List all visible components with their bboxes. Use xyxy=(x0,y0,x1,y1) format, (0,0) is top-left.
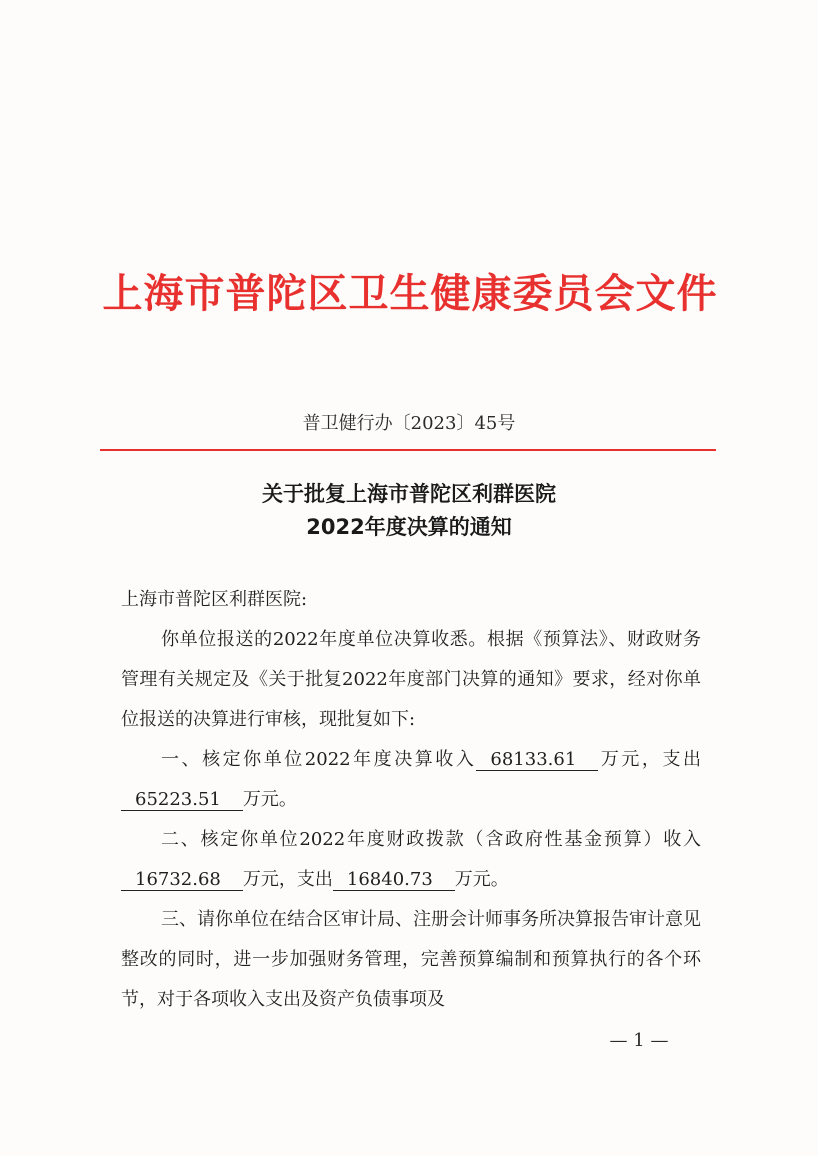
item-2-suffix: 万元。 xyxy=(454,869,509,890)
item-1-suffix: 万元。 xyxy=(242,789,297,810)
item-1-mid: 万元，支出 xyxy=(598,749,702,770)
masthead-title: 上海市普陀区卫生健康委员会文件 xyxy=(102,271,718,317)
item-1-income-value: 68133.61 xyxy=(476,749,598,771)
notice-body xyxy=(121,580,701,1020)
paragraph-item-3: 三、请你单位在结合区审计局、注册会计师事务所决算报告审计意见整改的同时，进一步加强财务管理，完善预算编制和预算执行的各个环节，对于各项收入支出及资产负债事项及 xyxy=(121,909,701,1010)
document-number: 普卫健行办〔2023〕45号 xyxy=(302,413,516,434)
item-1-prefix: 一、核定你单位2022年度决算收入 xyxy=(161,749,477,770)
notice-title-line-2: 2022年度决算的通知 xyxy=(306,515,512,539)
red-divider-line xyxy=(100,449,716,451)
item-2-mid: 万元，支出 xyxy=(242,869,333,890)
paragraph-item-1 xyxy=(121,740,701,820)
item-2-prefix: 二、核定你单位2022年度财政拨款（含政府性基金预算）收入 xyxy=(161,829,701,850)
addressee: 上海市普陀区利群医院: xyxy=(121,589,308,610)
paragraph-intro: 你单位报送的2022年度单位决算收悉。根据《预算法》、财政财务管理有关规定及《关于批复2022年度部门决算的通知》要求，经对你单位报送的决算进行审核，现批复如下: xyxy=(121,629,701,730)
item-2-expense-value: 16840.73 xyxy=(333,869,455,891)
item-2-income-value: 16732.68 xyxy=(121,869,243,891)
paragraph-item-2 xyxy=(121,820,701,900)
item-1-expense-value: 65223.51 xyxy=(121,789,243,811)
notice-title-line-1: 关于批复上海市普陀区利群医院 xyxy=(262,482,556,506)
notice-title xyxy=(0,478,818,544)
page-number: — 1 — xyxy=(609,1030,669,1051)
